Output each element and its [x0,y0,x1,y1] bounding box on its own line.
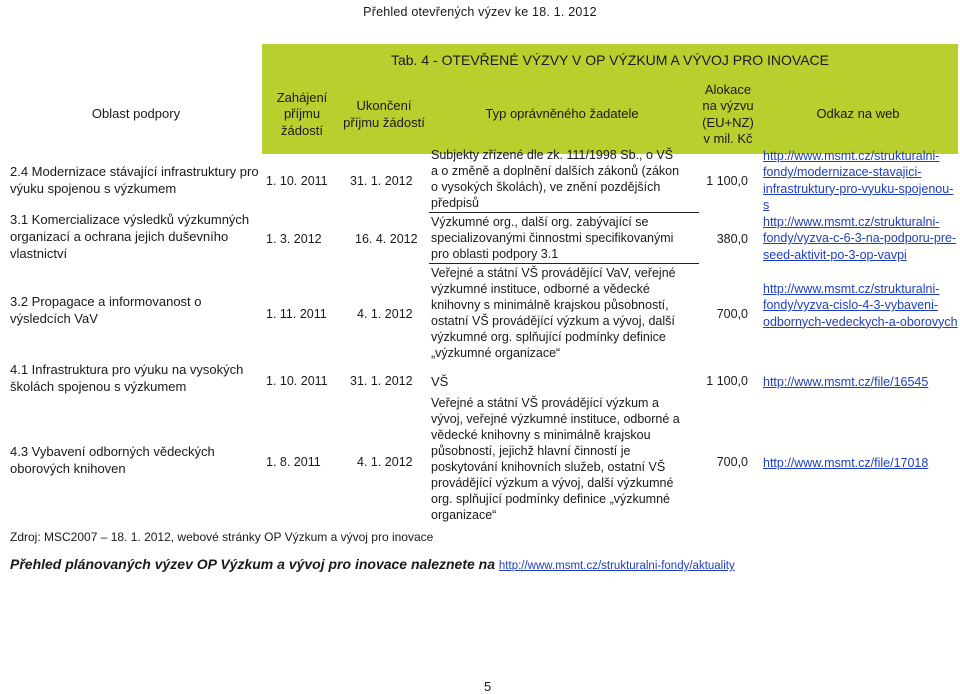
col-header-end: Ukončení příjmu žádostí [342,75,426,154]
footer-link[interactable]: http://www.msmt.cz/strukturalni-fondy/aktuality [498,560,735,572]
row1-end: 31. 1. 2012 [350,174,413,188]
row3-allocation: 700,0 [716,307,748,321]
footer-text: Přehled plánovaných výzev OP Výzkum a vývoj pro inovace naleznete na [10,556,496,572]
table-title: Tab. 4 - OTEVŘENÉ VÝZVY V OP VÝZKUM A VÝVOJ PRO INOVACE [262,44,958,75]
row3-link[interactable]: http://www.msmt.cz/strukturalni-fondy/vyzva-cislo-4-3-vybaveni-odbornych-vedeckych-a-oborovych [763,282,958,329]
page-number: 5 [484,679,492,694]
row2-end: 16. 4. 2012 [355,232,418,246]
row1-link[interactable]: http://www.msmt.cz/strukturalni-fondy/modernizace-stavajici-infrastruktury-pro-vyuku-spojenou-s [763,149,954,212]
row4-applicant: VŠ [431,374,449,389]
row4-end: 31. 1. 2012 [350,374,413,388]
col-header-link: Odkaz na web [758,75,958,154]
row3-start: 1. 11. 2011 [266,307,327,321]
row2-applicant: Výzkumné org., další org. zabývající se specializovanými činnostmi specifikovanými pro oblasti podpory 3.1 [431,215,674,261]
col-header-applicant: Typ oprávněného žadatele [426,75,698,154]
row1-applicant: Subjekty zřízené dle zk. 111/1998 Sb., o VŠ a o změně a doplnění dalších zákonů (zákon o vysokých školách), ve znění pozdějších předpisů [431,148,680,210]
area-2-4: 2.4 Modernizace stávající infrastruktury pro výuku spojenou s výzkumem [10,164,259,196]
row3-applicant: Veřejné a státní VŠ provádějící VaV, veřejné výzkumné instituce, odborné a vědecké knihovny s minimálně krajskou působností, ostatní VŠ provádějící výzkum a vývoj, další výzkumné org. splňující podmínky definice „výzkumné organizace“ [431,266,676,360]
row4-start: 1. 10. 2011 [266,374,328,388]
row2-start: 1. 3. 2012 [266,232,322,246]
footer-note [10,556,735,572]
row3-end: 4. 1. 2012 [357,307,413,321]
area-3-2: 3.2 Propagace a informovanost o výsledcích VaV [10,294,202,326]
row5-allocation: 700,0 [716,455,748,469]
row2-link[interactable]: http://www.msmt.cz/strukturalni-fondy/vyzva-c-6-3-na-podporu-pre-seed-aktivit-po-3-op-vavpi [763,215,957,262]
row4-link[interactable]: http://www.msmt.cz/file/16545 [763,375,929,389]
row5-start: 1. 8. 2011 [266,455,321,469]
row5-link[interactable]: http://www.msmt.cz/file/17018 [763,456,929,470]
row5-applicant: Veřejné a státní VŠ provádějící výzkum a vývoj, veřejné výzkumné instituce, odborné a vědecké knihovny s minimálně krajskou působností, jejichž hlavní činností je poskytování knihovních služeb, ostatní VŠ provádějící výzkum a vývoj, další výzkumné org. splňující podmínky definice „výzkumné organizace“ [431,396,680,522]
row4-allocation: 1 100,0 [706,374,748,388]
row5-end: 4. 1. 2012 [357,455,413,469]
col-header-start: Zahájení příjmu žádostí [262,75,342,154]
col-header-area: Oblast podpory [91,106,181,122]
row-divider [429,212,699,213]
row-divider [429,263,699,264]
row2-allocation: 380,0 [716,232,748,246]
area-3-1: 3.1 Komercializace výsledků výzkumných organizací a ochrana jejich duševního vlastnictví [10,212,250,261]
row1-allocation: 1 100,0 [706,174,748,188]
row1-start: 1. 10. 2011 [266,174,328,188]
col-header-allocation: Alokace na výzvu (EU+NZ) v mil. Kč [698,75,758,154]
source-note: Zdroj: MSC2007 – 18. 1. 2012, webové stránky OP Výzkum a vývoj pro inovace [10,530,434,544]
page-header: Přehled otevřených výzev ke 18. 1. 2012 [363,5,597,19]
area-4-1: 4.1 Infrastruktura pro výuku na vysokých školách spojenou s výzkumem [10,362,244,394]
area-4-3: 4.3 Vybavení odborných vědeckých oborových knihoven [10,444,215,476]
